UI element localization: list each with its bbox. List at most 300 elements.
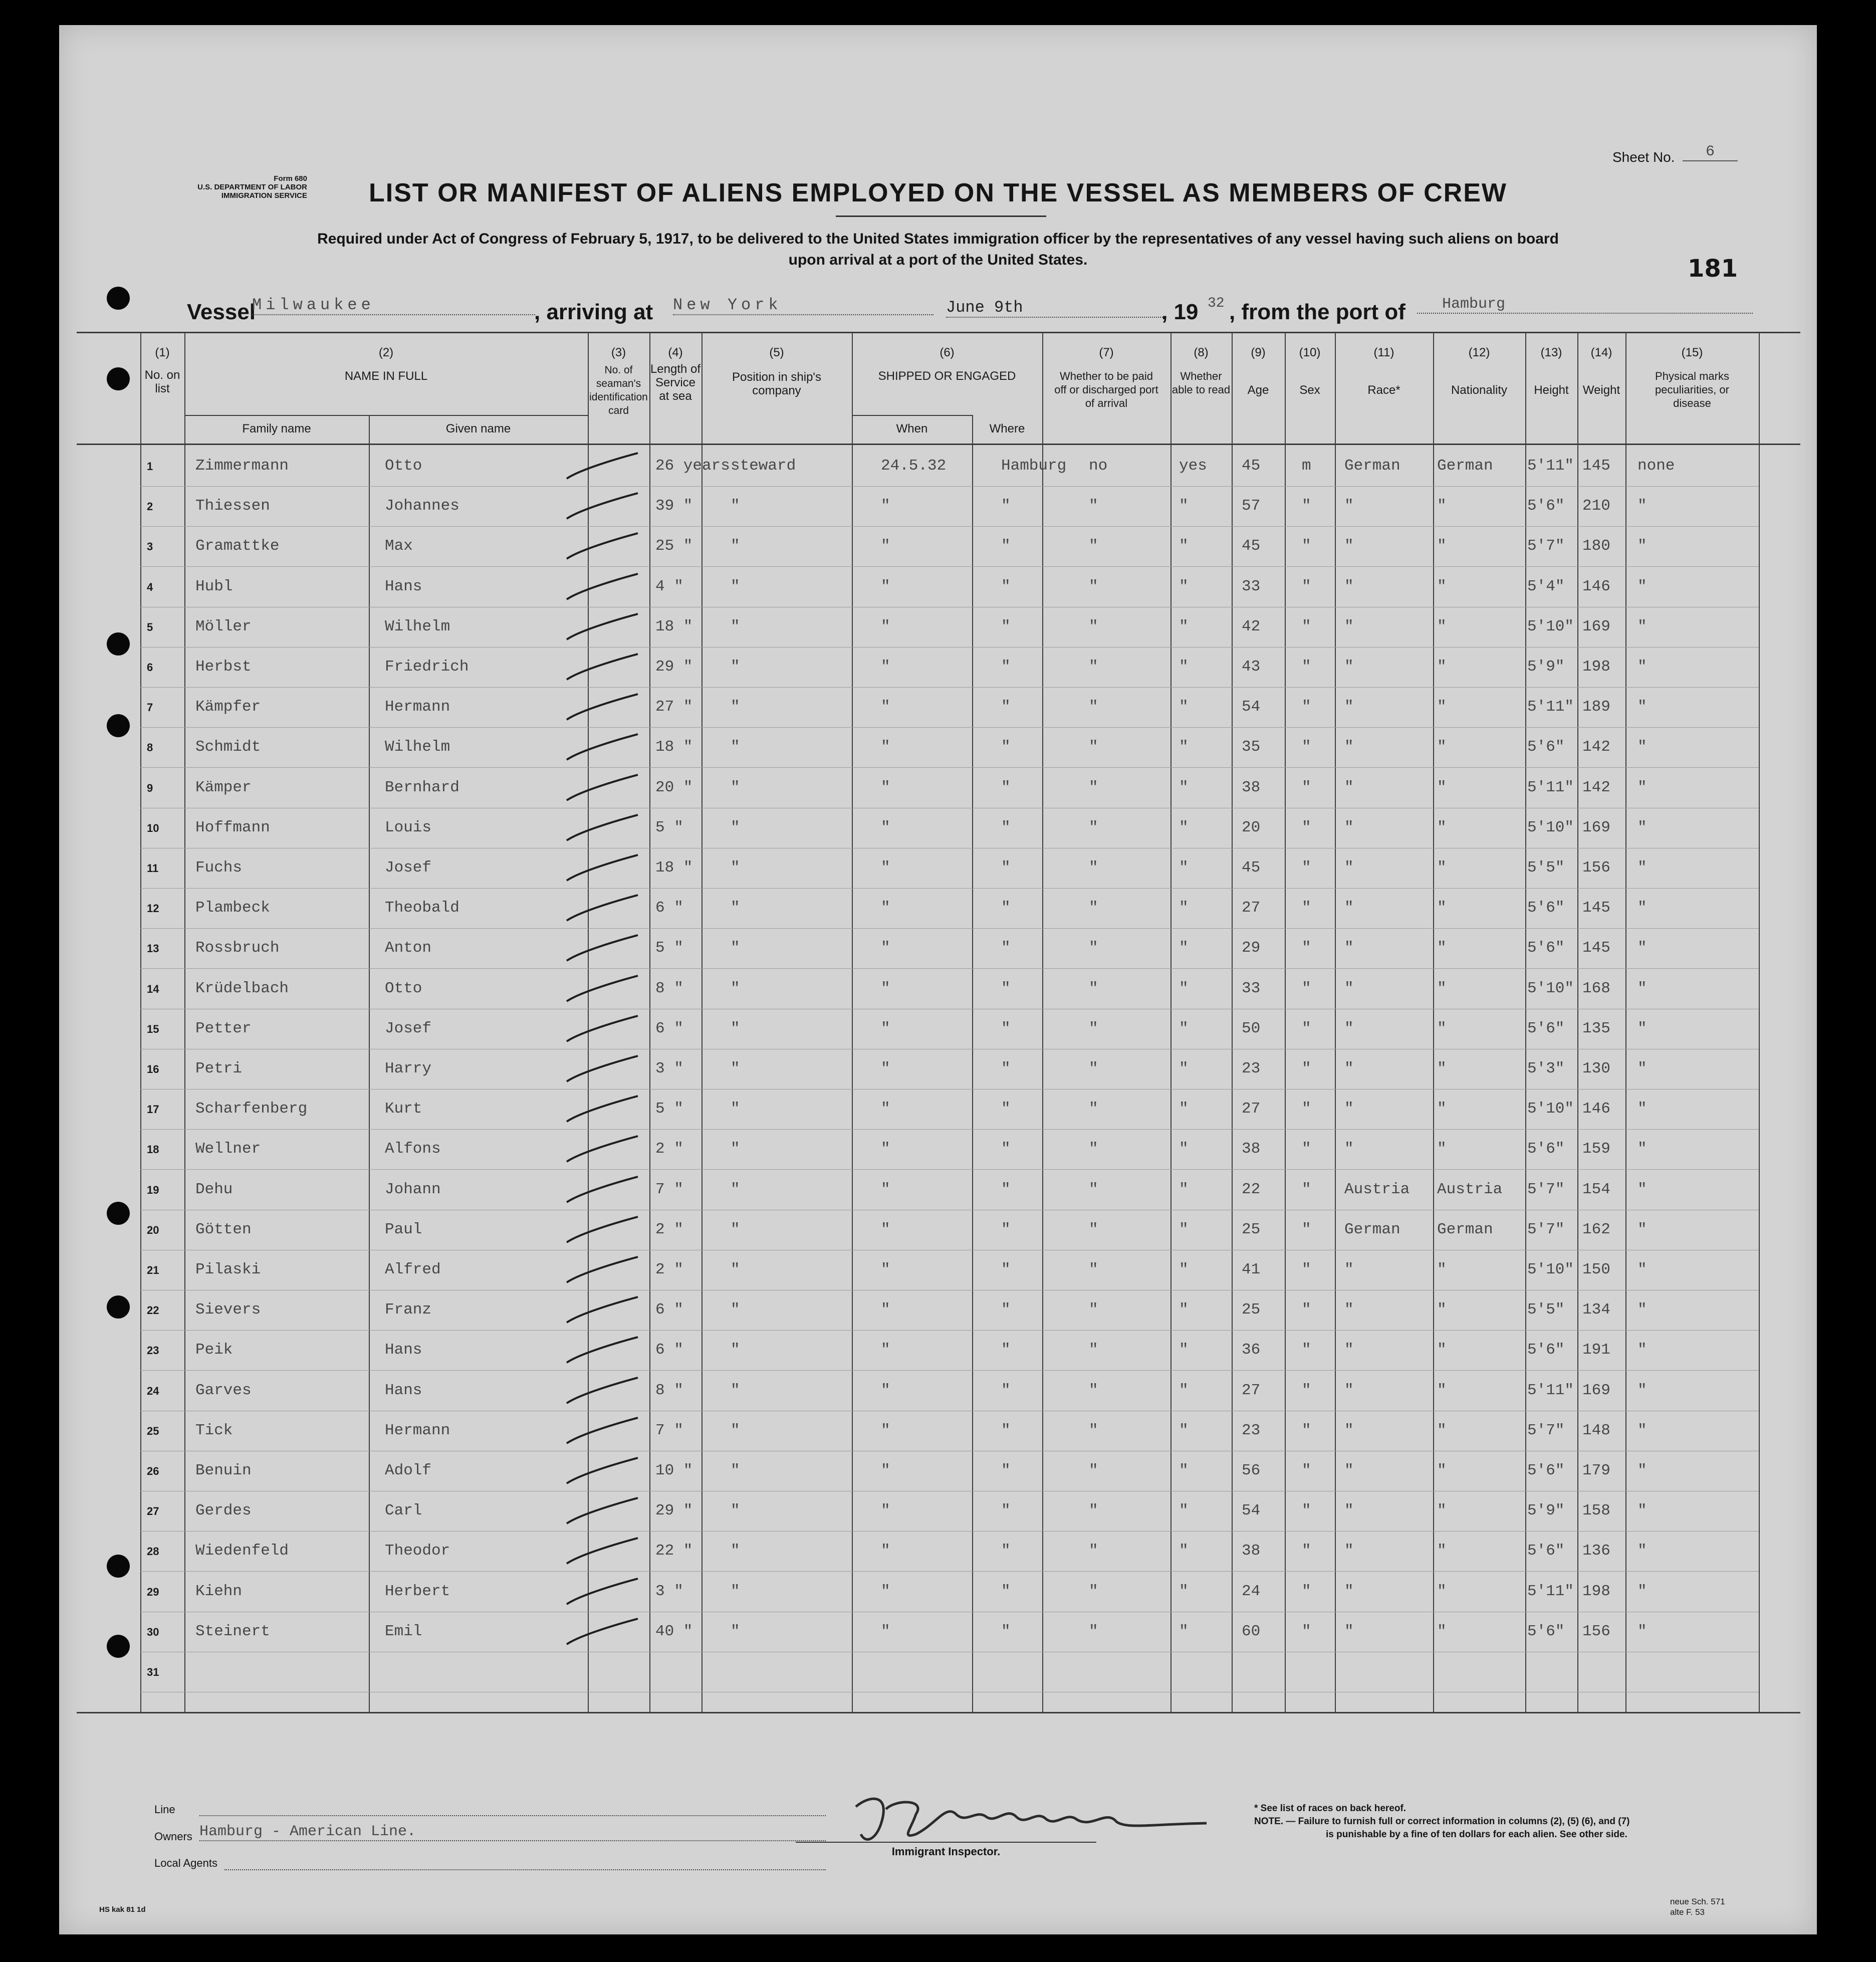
paid-off: " [1089,1341,1098,1359]
race: " [1344,1502,1354,1520]
given-name: Hans [385,1381,422,1399]
family-name: Dehu [195,1180,233,1198]
service-length: 29 " [655,1502,693,1520]
race: " [1344,1261,1354,1278]
position: " [731,1180,740,1198]
family-name: Gramattke [195,537,280,555]
service-length: 22 " [655,1542,693,1560]
able-to-read: " [1179,658,1189,676]
shipped-when: " [881,1502,890,1520]
service-length: 6 " [655,1019,683,1037]
paid-off: " [1089,1220,1098,1238]
nationality: " [1437,1060,1447,1077]
given-name: Hermann [385,1421,450,1439]
shipped-where: " [1001,818,1011,836]
service-name: IMMIGRATION SERVICE [221,191,307,200]
shipped-when: " [881,1381,890,1399]
service-length: 39 " [655,497,693,515]
checkmark-icon [563,1577,640,1607]
able-to-read: " [1179,1220,1189,1238]
col-header-shipped: (6) SHIPPED OR ENGAGED [878,346,1016,383]
checkmark-icon [563,572,640,602]
checkmark-icon [563,1376,640,1406]
weight: 145 [1582,457,1610,475]
shipped-when: " [881,899,890,917]
checkmark-icon [563,1175,640,1205]
physical-marks: " [1637,1582,1647,1600]
shipped-when: " [881,1622,890,1640]
sex: " [1302,1220,1311,1238]
family-name: Plambeck [195,899,270,917]
paid-off: no [1089,457,1108,475]
table-row [59,809,1817,849]
checkmark-icon [563,531,640,561]
shipped-when: " [881,818,890,836]
binder-hole [107,287,130,310]
height: 5'7" [1527,537,1565,555]
checkmark-icon [563,773,640,803]
binder-hole [107,367,130,390]
physical-marks: " [1637,698,1647,716]
able-to-read: " [1179,1060,1189,1077]
table-row [59,1331,1817,1371]
paid-off: " [1089,617,1098,635]
age: 57 [1242,497,1261,515]
height: 5'6" [1527,738,1565,756]
position: " [731,658,740,676]
shipped-where: " [1001,698,1011,716]
row-number: 5 [147,620,153,633]
service-length: 25 " [655,537,693,555]
family-name: Möller [195,617,252,635]
paid-off: " [1089,1019,1098,1037]
able-to-read: " [1179,617,1189,635]
physical-marks: " [1637,939,1647,957]
shipped-where: " [1001,1462,1011,1479]
service-length: 18 " [655,617,693,635]
paid-off: " [1089,1060,1098,1077]
weight: 142 [1582,778,1610,796]
checkmark-icon [563,853,640,883]
height: 5'7" [1527,1421,1565,1439]
weight: 154 [1582,1180,1610,1198]
given-name: Franz [385,1301,432,1319]
row-number: 26 [147,1465,159,1477]
row-rule [140,767,1759,768]
shipped-when: " [881,859,890,877]
race: German [1344,457,1400,475]
race: " [1344,658,1354,676]
row-rule [140,1571,1759,1572]
table-row [59,1010,1817,1050]
shipped-where: " [1001,1180,1011,1198]
shipped-where: " [1001,1100,1011,1118]
position: " [731,738,740,756]
nationality: " [1437,1502,1447,1520]
able-to-read: " [1179,899,1189,917]
checkmark-icon [563,1094,640,1124]
table-row [59,447,1817,487]
given-name: Emil [385,1622,422,1640]
position: " [731,1019,740,1037]
position: " [731,1220,740,1238]
given-name: Kurt [385,1100,422,1118]
physical-marks: " [1637,1462,1647,1479]
given-name: Otto [385,457,422,475]
family-name: Kiehn [195,1582,243,1600]
checkmark-icon [563,1215,640,1245]
service-length: 3 " [655,1060,683,1077]
nationality: " [1437,1421,1447,1439]
weight: 145 [1582,939,1610,957]
shipped-subheader-rule [852,415,972,416]
checkmark-icon [563,893,640,923]
physical-marks: none [1637,457,1675,475]
row-number: 11 [147,862,159,875]
from-port-label: , from the port of [1229,300,1405,324]
race: " [1344,537,1354,555]
able-to-read: " [1179,1140,1189,1158]
shipped-where: " [1001,577,1011,595]
row-number: 15 [147,1022,159,1035]
paid-off: " [1089,1542,1098,1560]
sex: " [1302,778,1311,796]
table-row [59,1613,1817,1653]
table-row [59,1251,1817,1291]
shipped-when: " [881,617,890,635]
row-number: 18 [147,1143,159,1156]
able-to-read: " [1179,577,1189,595]
vessel-name: Milwaukee [252,296,535,315]
inspector-signature [826,1779,1277,1854]
sex: " [1302,1019,1311,1037]
able-to-read: " [1179,1301,1189,1319]
local-agents-rule [224,1869,826,1870]
year-suffix: 32 [1208,296,1225,311]
able-to-read: " [1179,1261,1189,1278]
row-number: 29 [147,1585,159,1598]
col-header-read: (8) Whether able to read [1171,346,1231,396]
family-name: Kämper [195,778,252,796]
given-name: Anton [385,939,432,957]
shipped-where: " [1001,658,1011,676]
age: 50 [1242,1019,1261,1037]
table-row [59,608,1817,648]
col-header-age: (9) Age [1247,346,1269,397]
given-name: Otto [385,979,422,997]
able-to-read: " [1179,1622,1189,1640]
table-top-rule [77,332,1800,333]
row-rule [140,1531,1759,1532]
col-header-when: When [896,422,928,435]
row-number: 9 [147,781,153,794]
race: " [1344,979,1354,997]
height: 5'6" [1527,1542,1565,1560]
paid-off: " [1089,778,1098,796]
family-name: Tick [195,1421,233,1439]
weight: 156 [1582,1622,1610,1640]
able-to-read: " [1179,1462,1189,1479]
sex: " [1302,1060,1311,1077]
col-header-family-name: Family name [242,422,311,435]
weight: 136 [1582,1542,1610,1560]
table-row [59,1211,1817,1251]
family-name: Krüdelbach [195,979,289,997]
position: " [731,1140,740,1158]
physical-marks: " [1637,899,1647,917]
checkmark-icon [563,732,640,762]
checkmark-icon [563,1617,640,1647]
height: 5'6" [1527,1341,1565,1359]
age: 27 [1242,899,1261,917]
family-name: Pilaski [195,1261,261,1278]
table-row [59,1090,1817,1130]
row-rule [140,526,1759,527]
shipped-when: " [881,1019,890,1037]
family-name: Petri [195,1060,243,1077]
shipped-where: " [1001,738,1011,756]
weight: 168 [1582,979,1610,997]
weight: 146 [1582,1100,1610,1118]
shipped-when: " [881,1542,890,1560]
table-row [59,1532,1817,1572]
position: " [731,1582,740,1600]
paid-off: " [1089,899,1098,917]
family-name: Wiedenfeld [195,1542,289,1560]
sex: " [1302,1381,1311,1399]
paid-off: " [1089,939,1098,957]
row-number: 10 [147,821,159,834]
age: 22 [1242,1180,1261,1198]
sex: " [1302,658,1311,676]
table-bottom-rule [77,1712,1800,1713]
sheet-number-label: Sheet No. [1612,149,1675,165]
checkmark-icon [563,1335,640,1365]
row-rule [140,888,1759,889]
given-name: Carl [385,1502,422,1520]
physical-marks: " [1637,1542,1647,1560]
height: 5'11" [1527,778,1574,796]
able-to-read: " [1179,1381,1189,1399]
nationality: " [1437,658,1447,676]
service-length: 29 " [655,658,693,676]
sex: " [1302,1622,1311,1640]
weight: 198 [1582,1582,1610,1600]
paid-off: " [1089,698,1098,716]
form-title: LIST OR MANIFEST OF ALIENS EMPLOYED ON THE VESSEL AS MEMBERS OF CREW [369,178,1507,207]
physical-marks: " [1637,1140,1647,1158]
line-rule [199,1815,826,1816]
checkmark-icon [563,933,640,963]
position: " [731,1421,740,1439]
nationality: " [1437,738,1447,756]
shipped-where: " [1001,979,1011,997]
age: 27 [1242,1381,1261,1399]
sex: " [1302,859,1311,877]
able-to-read: yes [1179,457,1207,475]
checkmark-icon [563,1134,640,1164]
position: " [731,1261,740,1278]
able-to-read: " [1179,1421,1189,1439]
height: 5'6" [1527,1462,1565,1479]
nationality: " [1437,537,1447,555]
nationality: German [1437,1220,1493,1238]
col-header-where: Where [989,422,1025,435]
table-row [59,1573,1817,1613]
given-name: Bernhard [385,778,459,796]
races-note: * See list of races on back hereof. [1254,1803,1406,1814]
paid-off: " [1089,979,1098,997]
title-rule [836,215,1046,217]
checkmark-icon [563,1014,640,1044]
sex: " [1302,1421,1311,1439]
given-name: Josef [385,859,432,877]
service-length: 4 " [655,577,683,595]
given-name: Theobald [385,899,459,917]
position: " [731,537,740,555]
able-to-read: " [1179,1582,1189,1600]
paid-off: " [1089,738,1098,756]
row-number: 23 [147,1344,159,1357]
given-name: Alfons [385,1140,441,1158]
shipped-where: " [1001,1060,1011,1077]
age: 25 [1242,1301,1261,1319]
nationality: " [1437,979,1447,997]
position: " [731,1502,740,1520]
form-subtitle-line2: upon arrival at a port of the United States. [788,252,1088,268]
position: " [731,1462,740,1479]
form-number: Form 680 [274,174,307,183]
col-header-weight: (14) Weight [1582,346,1620,397]
height: 5'10" [1527,818,1574,836]
weight: 130 [1582,1060,1610,1077]
age: 24 [1242,1582,1261,1600]
row-rule [140,928,1759,929]
weight: 135 [1582,1019,1610,1037]
nationality: " [1437,1381,1447,1399]
row-rule [140,1370,1759,1371]
row-number: 2 [147,500,153,513]
age: 38 [1242,1140,1261,1158]
nationality: Austria [1437,1180,1503,1198]
height: 5'7" [1527,1220,1565,1238]
col-header-id-card: (3) No. of seaman's identification card [589,346,648,416]
col-header-service: (4) Length of Service at sea [650,346,701,403]
age: 38 [1242,778,1261,796]
row-number: 7 [147,701,153,714]
service-length: 26 years [655,457,730,475]
service-length: 6 " [655,1301,683,1319]
row-number: 25 [147,1424,159,1437]
height: 5'7" [1527,1180,1565,1198]
local-agents-label: Local Agents [154,1857,217,1869]
table-row [59,1372,1817,1412]
weight: 189 [1582,698,1610,716]
race: " [1344,1542,1354,1560]
table-row [59,769,1817,809]
shipped-where: " [1001,497,1011,515]
able-to-read: " [1179,859,1189,877]
service-length: 2 " [655,1261,683,1278]
given-name: Wilhelm [385,738,450,756]
position: " [731,1100,740,1118]
shipped-when: " [881,1060,890,1077]
print-code-right-2: alte F. 53 [1670,1907,1705,1917]
weight: 169 [1582,818,1610,836]
able-to-read: " [1179,939,1189,957]
sex: " [1302,1261,1311,1278]
arrival-date: June 9th [946,298,1166,318]
shipped-when: " [881,497,890,515]
given-name: Josef [385,1019,432,1037]
col-header-name: (2) NAME IN FULL [344,346,428,383]
given-name: Adolf [385,1462,432,1479]
family-name: Hoffmann [195,818,270,836]
shipped-where: " [1001,1381,1011,1399]
inspector-rule [796,1842,1096,1843]
table-row [59,970,1817,1010]
nationality: " [1437,1622,1447,1640]
service-length: 7 " [655,1421,683,1439]
race: " [1344,1060,1354,1077]
row-number: 24 [147,1384,159,1397]
shipped-when: " [881,1462,890,1479]
given-name: Hermann [385,698,450,716]
sex: " [1302,899,1311,917]
physical-marks: " [1637,658,1647,676]
checkmark-icon [563,1496,640,1526]
shipped-when: " [881,1261,890,1278]
nationality: " [1437,778,1447,796]
family-name: Götten [195,1220,252,1238]
physical-marks: " [1637,497,1647,515]
position: steward [731,457,796,475]
height: 5'11" [1527,1582,1574,1600]
race: " [1344,899,1354,917]
able-to-read: " [1179,1019,1189,1037]
height: 5'10" [1527,617,1574,635]
nationality: " [1437,698,1447,716]
weight: 156 [1582,859,1610,877]
page-stamp: 181 [1688,255,1738,283]
service-length: 5 " [655,1100,683,1118]
col-header-position: (5) Position in ship's company [732,346,821,397]
paid-off: " [1089,577,1098,595]
position: " [731,698,740,716]
row-number: 8 [147,741,153,754]
penalty-note-line1: NOTE. — Failure to furnish full or correct information in columns (2), (5) (6), and (7) [1254,1816,1630,1827]
paid-off: " [1089,1582,1098,1600]
sex: " [1302,1301,1311,1319]
service-length: 2 " [655,1140,683,1158]
age: 33 [1242,979,1261,997]
year-prefix: , 19 [1161,300,1199,324]
col-header-race: (11) Race* [1367,346,1400,397]
weight: 142 [1582,738,1610,756]
table-row [59,1130,1817,1170]
position: " [731,1542,740,1560]
row-rule [140,566,1759,567]
given-name: Hans [385,577,422,595]
sex: " [1302,939,1311,957]
nationality: " [1437,1582,1447,1600]
physical-marks: " [1637,818,1647,836]
weight: 145 [1582,899,1610,917]
family-name: Hubl [195,577,233,595]
physical-marks: " [1637,1421,1647,1439]
nationality: German [1437,457,1493,475]
row-number: 31 [147,1666,159,1678]
